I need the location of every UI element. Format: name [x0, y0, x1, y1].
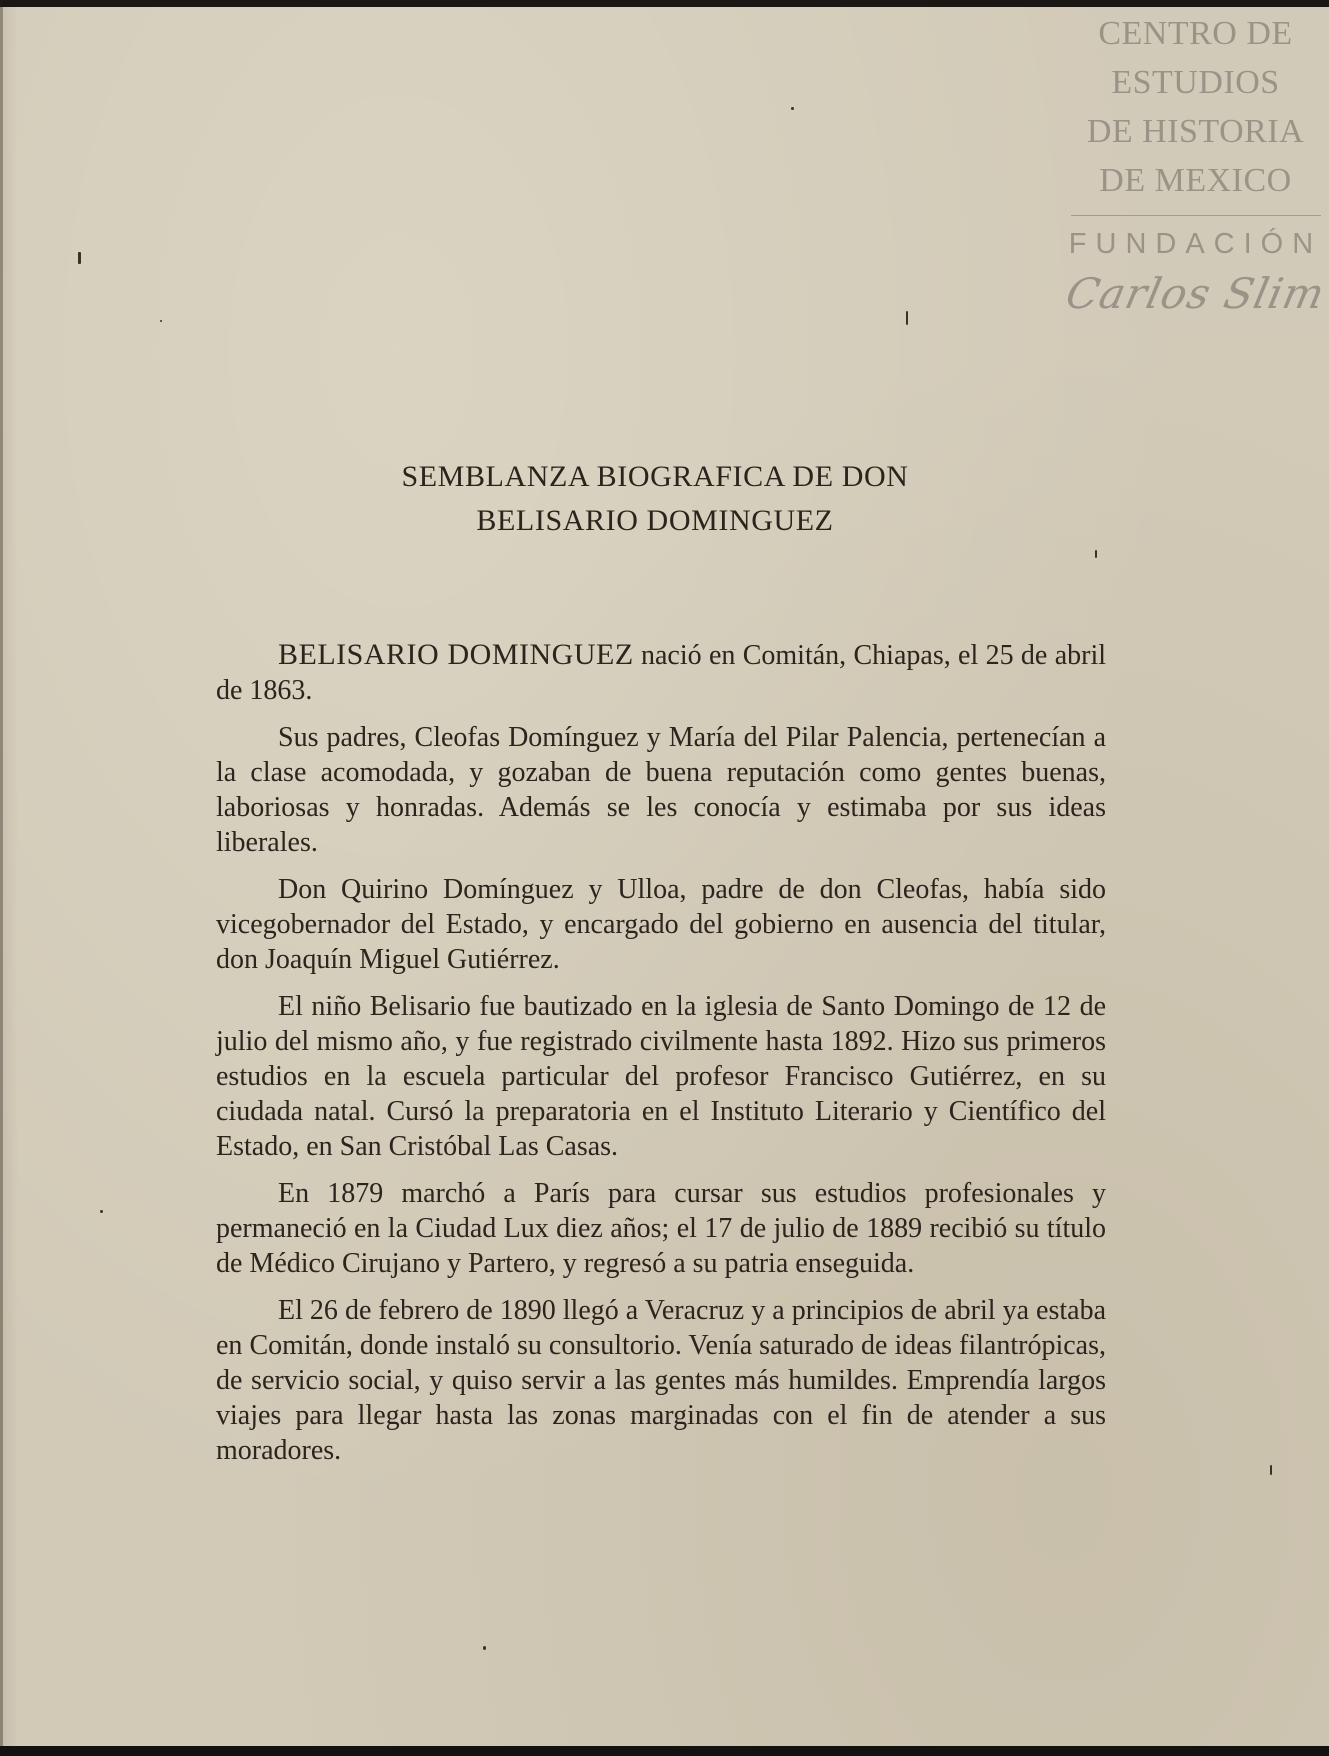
watermark-signature: Carlos Slim — [1061, 269, 1329, 318]
paragraph-3: Don Quirino Domínguez y Ulloa, padre de don Cleofas, había sido vicegobernador del Estado, y encargado del gobierno en ausencia del titular, don Joaquín Miguel Gutiérrez. — [216, 874, 1106, 975]
paragraph-text: nació en Comitán, Chiapas, el 25 de abril de 1863. — [216, 640, 1107, 706]
scan-left-edge — [0, 0, 3, 1756]
paragraph-5: En 1879 marchó a París para cursar sus estudios profesionales y permaneció en la Ciudad Lux diez años; el 17 de julio de 1889 recibió su título de Médico Cirujano y Partero, y regresó a su patria enseguida. — [216, 1178, 1106, 1279]
lead-name: BELISARIO DOMINGUEZ — [278, 638, 634, 671]
paragraph-2: Sus padres, Cleofas Domínguez y María del Pilar Palencia, pertenecían a la clase acomodada, y gozaban de buena reputación como gentes buenas, laboriosas y honradas. Además se les conocía y estimaba por sus ideas liberales. — [216, 722, 1106, 858]
scan-bottom-edge — [0, 1746, 1329, 1756]
scan-top-edge — [0, 0, 1329, 7]
watermark-divider — [1071, 215, 1321, 216]
paragraph-6: El 26 de febrero de 1890 llegó a Veracruz y a principios de abril ya estaba en Comitán, donde instaló su consultorio. Venía saturado de ideas filantrópicas, de servicio social, y quiso servir a las gentes más humildes. Emprendía largos viajes para llegar hasta las zonas marginadas con el fin de atender a sus moradores. — [216, 1295, 1106, 1466]
page-title — [300, 455, 1010, 543]
paper-speck — [483, 1646, 486, 1650]
paper-speck — [1095, 550, 1097, 558]
paper-speck — [78, 252, 81, 264]
body-text — [216, 637, 1106, 1480]
watermark-foundation: FUNDACIÓN — [1068, 228, 1323, 260]
paper-speck — [160, 320, 162, 322]
watermark-line: CENTRO DE — [1098, 15, 1293, 52]
paragraph-1 — [216, 637, 1106, 708]
watermark-line: DE HISTORIA — [1086, 113, 1305, 150]
paper-speck — [906, 311, 908, 325]
paper-speck — [100, 1210, 103, 1213]
paragraph-4: El niño Belisario fue bautizado en la iglesia de Santo Domingo de 12 de julio del mismo año, y fue registrado civilmente hasta 1892. Hizo sus primeros estudios en la escuela particular del profesor Francisco Gutiérrez, en su ciudada natal. Cursó la preparatoria en el Instituto Literario y Científico del Estado, en San Cristóbal Las Casas. — [216, 991, 1106, 1162]
watermark-line: ESTUDIOS — [1111, 64, 1280, 101]
title-line-1: SEMBLANZA BIOGRAFICA DE DON — [401, 460, 909, 493]
watermark-line: DE MEXICO — [1099, 162, 1292, 199]
paper-speck — [791, 107, 794, 110]
title-line-2: BELISARIO DOMINGUEZ — [476, 504, 834, 537]
paper-speck — [1270, 1465, 1272, 1475]
watermark — [1062, 7, 1329, 329]
